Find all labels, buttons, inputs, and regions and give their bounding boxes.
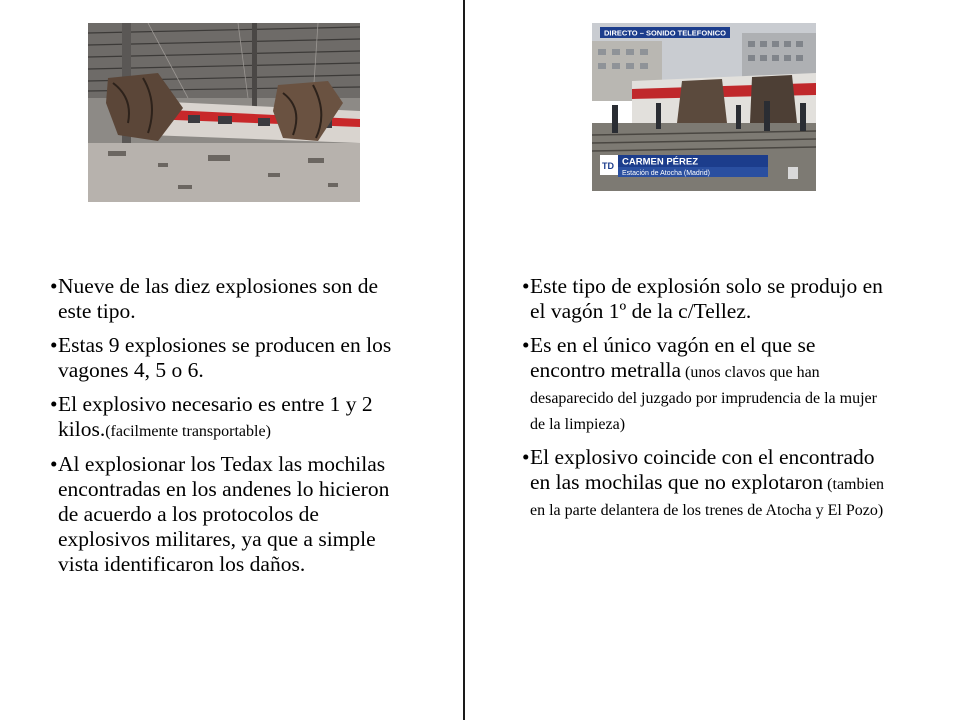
left-bullet-4: •Al explosionar los Tedax las mochilas encontradas en los andenes lo hicieron de acuerdo a los protocolos de explosivos militares, ya que a simple vista identificaron los daños. (50, 452, 390, 576)
tv-reporter-name: CARMEN PÉREZ (622, 156, 699, 168)
left-bullet-1: •Nueve de las diez explosiones son de este tipo. (50, 274, 379, 323)
bullet-mark: • (522, 333, 530, 357)
tv-location: Estación de Atocha (Madrid) (622, 170, 710, 177)
right-bullet-2: •Es en el único vagón en el que se encontro metralla (unos clavos que han desaparecido del juzgado por imprudencia de la mujer de la limpieza) (522, 333, 877, 433)
tv-news-photo (592, 23, 816, 191)
bullet-mark: • (522, 445, 530, 469)
train-wreck-photo (88, 23, 360, 202)
left-bullet-3-note: (facilmente transportable) (105, 423, 271, 440)
tv-channel-logo: TD (602, 161, 614, 171)
bullet-mark: • (50, 333, 58, 357)
right-bullet-1: •Este tipo de explosión solo se produjo en el vagón 1º de la c/Tellez. (522, 274, 883, 323)
bullet-mark: • (522, 274, 530, 298)
right-text-column (522, 274, 890, 531)
bullet-mark: • (50, 452, 58, 476)
right-bullet-2-note: (unos clavos que han desaparecido del juzgado por imprudencia de la mujer de la limpieza) (530, 364, 877, 433)
bullet-mark: • (50, 274, 58, 298)
left-bullet-2: •Estas 9 explosiones se producen en los vagones 4, 5 o 6. (50, 333, 392, 382)
right-bullet-3: •El explosivo coincide con el encontrado en las mochilas que no explotaron (tambien en la parte delantera de los trenes de Atocha y El Pozo) (522, 445, 885, 519)
right-bullet-3-note: (tambien en la parte delantera de los trenes de Atocha y El Pozo) (530, 476, 885, 519)
left-text-column (50, 274, 412, 586)
bullet-mark: • (50, 392, 58, 416)
left-bullet-3: •El explosivo necesario es entre 1 y 2 kilos.(facilmente transportable) (50, 392, 373, 441)
column-divider (463, 0, 465, 720)
tv-banner-text: DIRECTO – SONIDO TELEFONICO (604, 28, 726, 38)
